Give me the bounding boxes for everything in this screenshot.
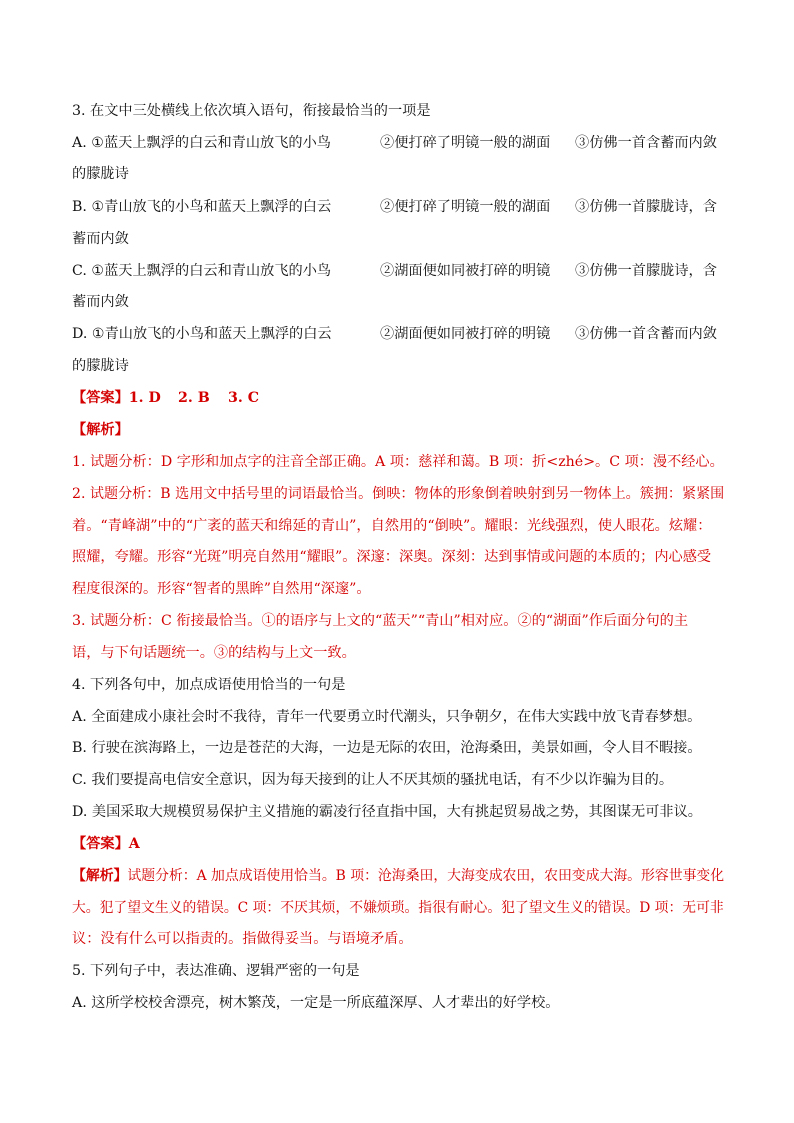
analysis-3-line-1: 3. 试题分析：C 衔接最恰当。①的语序与上文的“蓝天”“青山”相对应。②的“湖面”作后面分句的主	[72, 613, 689, 629]
q3-stem: 3. 在文中三处横线上依次填入语句，衔接最恰当的一项是	[72, 103, 431, 119]
q3-option-a-cont: 的朦胧诗	[72, 166, 129, 182]
answer-3: 3. C	[228, 390, 260, 406]
q3-option-d-part3: ③仿佛一首含蓄而内敛	[575, 326, 717, 342]
q5-option-a: A. 这所学校校舍漂亮，树木繁茂，一定是一所底蕴深厚、人才辈出的好学校。	[72, 995, 560, 1011]
q4-option-b: B. 行驶在滨海路上，一边是苍茫的大海，一边是无际的农田，沧海桑田，美景如画，令人目不暇接。	[72, 740, 702, 756]
analysis-2-line-1: 2. 试题分析：B 选用文中括号里的词语最恰当。倒映：物体的形象倒着映射到另一物体上。簇拥：紧紧围	[72, 486, 725, 502]
q3-option-c-part1: C. ①蓝天上飘浮的白云和青山放飞的小鸟	[72, 263, 332, 279]
analysis-2-line-2: 着。“青峰湖”中的“广袤的蓝天和绵延的青山”，自然用的“倒映”。耀眼：光线强烈，使人眼花。炫耀：	[72, 518, 712, 534]
q4-option-a: A. 全面建成小康社会时不我待，青年一代要勇立时代潮头，只争朝夕，在伟大实践中放飞青春梦想。	[72, 709, 702, 725]
q3-option-c-part3: ③仿佛一首朦胧诗，含	[575, 263, 717, 279]
analysis-4-line-1	[72, 866, 724, 886]
q3-option-b-cont: 蓄而内敛	[72, 231, 129, 247]
q4-option-c: C. 我们要提高电信安全意识，因为每天接到的让人不厌其烦的骚扰电话，有不少以诈骗为目的。	[72, 772, 674, 788]
analysis-4-line-2: 大。犯了望文生义的错误。C 项：不厌其烦，不嫌烦琐。指很有耐心。犯了望文生义的错误。D 项：无可非	[72, 900, 724, 916]
q3-option-b-part2: ②便打碎了明镜一般的湖面	[380, 199, 551, 215]
q3-option-c-cont: 蓄而内敛	[72, 294, 129, 310]
analysis-label-1: 【解析】	[72, 422, 129, 438]
answer-label-2: 【答案】A	[72, 836, 140, 852]
q3-option-b-part3: ③仿佛一首朦胧诗，含	[575, 199, 717, 215]
q5-stem: 5. 下列句子中，表达准确、逻辑严密的一句是	[72, 963, 360, 979]
analysis-4-text-1: 试题分析：A 加点成语使用恰当。B 项：沧海桑田，大海变成农田，农田变成大海。形容世事变化	[127, 868, 725, 884]
q3-option-b-part1: B. ①青山放飞的小鸟和蓝天上飘浮的白云	[72, 199, 332, 215]
q3-option-d-cont: 的朦胧诗	[72, 358, 129, 374]
analysis-label-2: 【解析】	[72, 868, 128, 884]
analysis-3-line-2: 语，与下句话题统一。③的结构与上文一致。	[72, 645, 356, 661]
q3-option-a-part1: A. ①蓝天上飘浮的白云和青山放飞的小鸟	[72, 135, 331, 151]
q3-option-c-part2: ②湖面便如同被打碎的明镜	[380, 263, 551, 279]
analysis-2-line-3: 照耀，夸耀。形容“光斑”明亮自然用“耀眼”。深邃：深奥。深刻：达到事情或问题的本质的；内心感受	[72, 549, 712, 565]
q3-option-d-part2: ②湖面便如同被打碎的明镜	[380, 326, 551, 342]
answer-2: 2. B	[178, 390, 210, 406]
q4-stem: 4. 下列各句中，加点成语使用恰当的一句是	[72, 677, 346, 693]
q3-option-a-part3: ③仿佛一首含蓄而内敛	[575, 135, 717, 151]
q3-option-d-part1: D. ①青山放飞的小鸟和蓝天上飘浮的白云	[72, 326, 332, 342]
q4-option-d: D. 美国采取大规模贸易保护主义措施的霸凌行径直指中国，大有挑起贸易战之势，其图谋无可非议。	[72, 804, 702, 820]
analysis-1-line-1: 1. 试题分析：D 字形和加点字的注音全部正确。A 项：慈祥和蔼。B 项：折<zhé>。C 项：漫不经心。	[72, 454, 724, 470]
q3-option-a-part2: ②便打碎了明镜一般的湖面	[380, 135, 551, 151]
analysis-2-line-4: 程度很深的。形容“智者的黑眸”自然用“深邃”。	[72, 581, 371, 597]
analysis-4-line-3: 议：没有什么可以指责的。指做得妥当。与语境矛盾。	[72, 931, 413, 947]
answer-label-1: 【答案】1. D	[72, 390, 161, 406]
